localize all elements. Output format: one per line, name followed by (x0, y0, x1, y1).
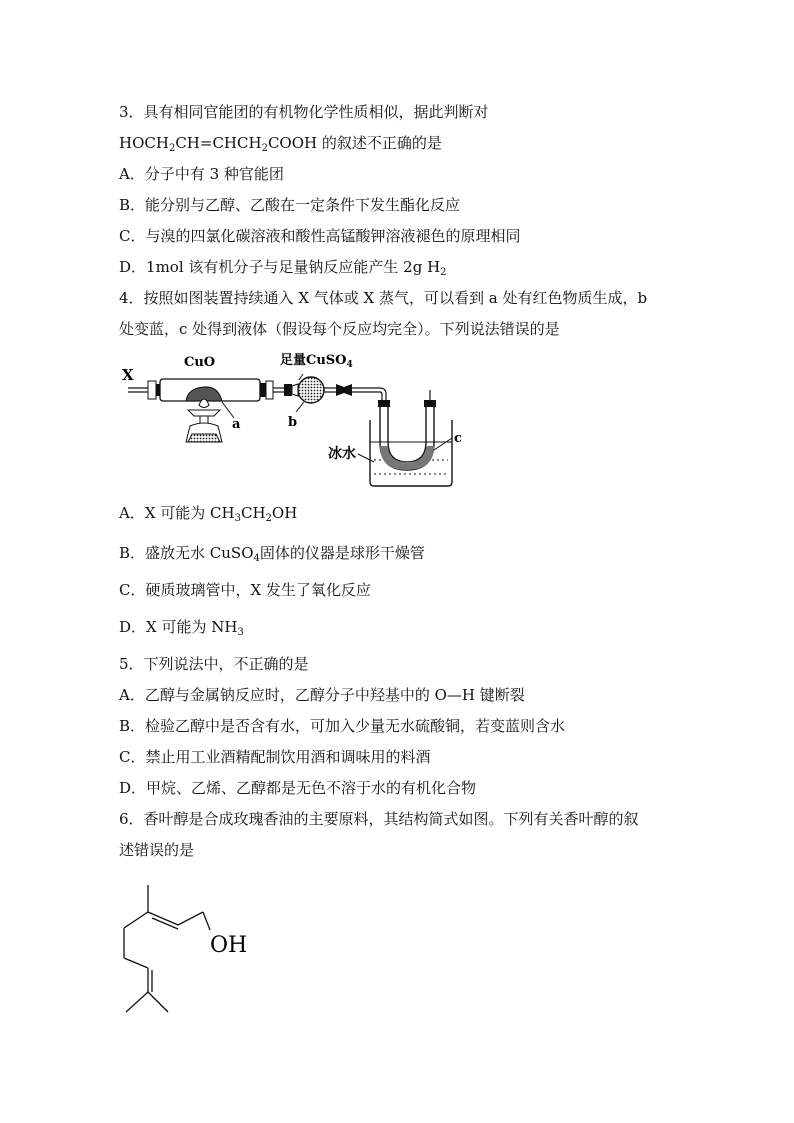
pointer-c (434, 438, 452, 450)
q4-option-a-text: CH (240, 504, 266, 522)
left-stopper (148, 381, 156, 399)
q3-formula-sub: 2 (168, 143, 176, 154)
q4-option-a-sub: 3 (234, 513, 241, 524)
label-cuso4-sub: 4 (346, 360, 353, 370)
lamp-liquid (188, 434, 220, 442)
q4-option-b-text: B．盛放无水 CuSO (119, 544, 254, 562)
right-stopper (266, 381, 273, 399)
q3-formula-part: CH=CHCH (175, 134, 262, 152)
q4-stem-line1: 4．按照如图装置持续通入 X 气体或 X 蒸气，可以看到 a 处有红色物质生成，b (119, 289, 648, 307)
collected-liquid (380, 446, 434, 470)
q3-stem: 3．具有相同官能团的有机物化学性质相似，据此判断对 (119, 103, 489, 121)
right-stopper-cap (260, 383, 266, 397)
label-cuso4 (280, 352, 353, 370)
q4-option-a-sub: 2 (265, 513, 272, 524)
pointer-ice-water (358, 454, 374, 462)
label-ice-water: 冰水 (328, 446, 356, 462)
q4-option-a-text: OH (271, 504, 298, 522)
q5-option-b: B．检验乙醇中是否含有水，可加入少量无水硫酸铜，若变蓝则含水 (119, 717, 566, 735)
q5-option-a: A．乙醇与金属钠反应时，乙醇分子中羟基中的 O—H 键断裂 (119, 686, 525, 704)
hydroxyl-label: OH (210, 933, 248, 958)
q4-option-c: C．硬质玻璃管中，X 发生了氧化反应 (119, 581, 371, 599)
label-b: b (288, 415, 298, 430)
q3-option-d (119, 257, 447, 277)
label-cuso4-text: 足量CuSO (280, 353, 347, 368)
q6-stem-line1: 6．香叶醇是合成玫瑰香油的主要原料，其结构简式如图。下列有关香叶醇的叙 (119, 810, 639, 828)
pointer-b (296, 402, 304, 412)
delivery-tube (352, 392, 382, 402)
drying-tube-stem (292, 384, 298, 396)
q3-formula-part: HOCH (119, 134, 169, 152)
u-tube-stopper-left (378, 400, 390, 407)
outlet-connector (336, 384, 344, 396)
label-a: a (232, 417, 241, 432)
apparatus-diagram (118, 350, 478, 490)
u-tube-inner (388, 407, 426, 462)
q3-formula-sub: 2 (261, 143, 268, 154)
q4-option-a (119, 503, 297, 523)
lamp-guard (188, 410, 220, 416)
q4-option-d-sub: 3 (237, 627, 244, 638)
apparatus-figure (118, 350, 478, 494)
geraniol-structure (118, 880, 298, 1024)
q5-option-d: D．甲烷、乙烯、乙醇都是无色不溶于水的有机化合物 (119, 779, 477, 797)
q3-option-c: C．与溴的四氯化碳溶液和酸性高锰酸钾溶液褪色的原理相同 (119, 227, 521, 245)
label-c: c (454, 431, 462, 446)
label-x: X (122, 366, 134, 384)
pointer-cuso4 (299, 374, 303, 380)
pointer-a (222, 402, 234, 418)
q4-option-d-text: D．X 可能为 NH (119, 618, 238, 636)
q4-option-a-text: A．X 可能为 CH (119, 504, 235, 522)
q5-option-c: C．禁止用工业酒精配制饮用酒和调味用的料酒 (119, 748, 431, 766)
q4-option-b (119, 543, 425, 563)
q4-option-b-text: 固体的仪器是球形干燥管 (259, 544, 425, 562)
skeletal-bonds (124, 885, 210, 1012)
delivery-tube (352, 388, 386, 402)
q3-option-d-text: D．1mol 该有机分子与足量钠反应能产生 2g H (119, 258, 441, 276)
drying-tube-bulb (298, 377, 324, 403)
label-cuo: CuO (184, 355, 216, 370)
geraniol-skeleton (118, 880, 298, 1020)
q3-option-d-sub: 2 (440, 267, 447, 278)
outlet-connector (344, 384, 352, 396)
q3-formula-line (119, 133, 442, 153)
q4-option-b-sub: 4 (253, 553, 260, 564)
q3-option-b: B．能分别与乙醇、乙酸在一定条件下发生酯化反应 (119, 196, 461, 214)
q3-option-a: A．分子中有 3 种官能团 (119, 165, 284, 183)
q6-stem-line2: 述错误的是 (119, 841, 195, 859)
q3-formula-part: COOH 的叙述不正确的是 (267, 134, 442, 152)
joint (284, 384, 292, 396)
q4-stem-line2: 处变蓝，c 处得到液体（假设每个反应均完全）。下列说法错误的是 (119, 320, 560, 338)
q5-stem: 5．下列说法中，不正确的是 (119, 655, 309, 673)
q4-option-d (119, 617, 244, 637)
